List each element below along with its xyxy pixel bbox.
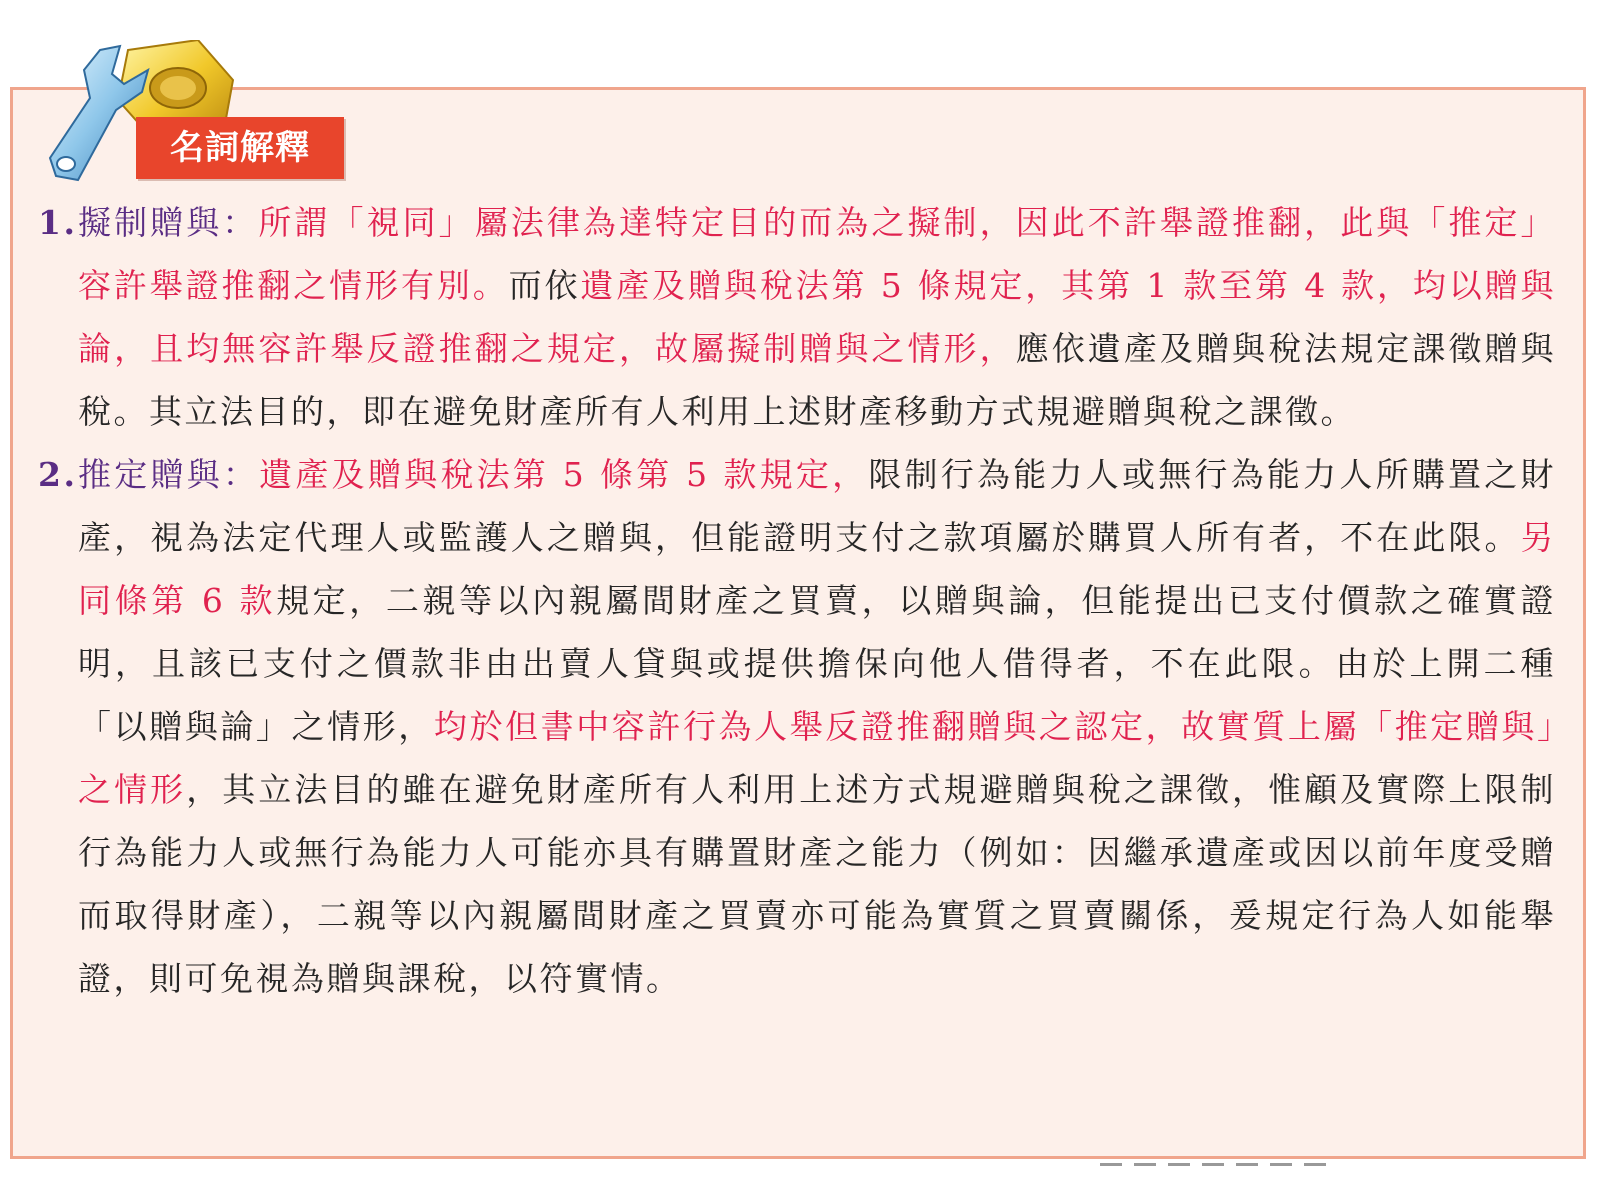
glossary-content — [38, 191, 1556, 1010]
item-term: 推定贈與： — [78, 455, 260, 494]
item-text: 而依 — [508, 266, 581, 305]
item-text-emphasis: 所謂「視同」屬法律為達特定目的而為之擬制，因此不許舉證推翻，此與「推定」容許舉證推翻之情形有別。 — [78, 203, 1556, 305]
item-text: 限制行為能力人或無行為能力人所購置之財產，視為法定代理人或監護人之贈與，但能證明支付之款項屬於購買人所有者，不在此限。 — [78, 455, 1557, 557]
item-number: 1. — [38, 203, 78, 242]
item-text-emphasis: 另同條第 6 款 — [78, 518, 1556, 620]
glossary-item — [38, 191, 1556, 443]
glossary-title-badge: 名詞解釋 — [136, 117, 344, 179]
cropped-footer-marks — [1100, 1163, 1360, 1171]
glossary-item — [38, 443, 1556, 1010]
item-term: 擬制贈與： — [78, 203, 259, 242]
item-text-emphasis: 遺產及贈與稅法第 5 條第 5 款規定， — [259, 455, 869, 494]
item-text-emphasis: 遺產及贈與稅法第 5 條規定，其第 1 款至第 4 款，均以贈與論，且均無容許舉反證推翻之規定，故屬擬制贈與之情形， — [78, 266, 1556, 368]
item-text: ，其立法目的雖在避免財產所有人利用上述方式規避贈與稅之課徵，惟顧及實際上限制行為能力人或無行為能力人可能亦具有購置財產之能力（例如：因繼承遺產或因以前年度受贈而取得財產），二親等以內親屬間財產之買賣亦可能為實質之買賣關係，爰規定行為人如能舉證，則可免視為贈與課稅，以符實情。 — [78, 770, 1556, 998]
item-text: 應依遺產及贈與稅法規定課徵贈與稅。其立法目的，即在避免財產所有人利用上述財產移動方式規避贈與稅之課徵。 — [78, 329, 1556, 431]
item-text: 規定，二親等以內親屬間財產之買賣，以贈與論，但能提出已支付價款之確實證明，且該已支付之價款非由出賣人貸與或提供擔保向他人借得者，不在此限。由於上開二種「以贈與論」之情形， — [78, 581, 1556, 746]
item-text-emphasis: 均於但書中容許行為人舉反證推翻贈與之認定，故實質上屬「推定贈與」之情形 — [78, 707, 1557, 809]
item-number: 2. — [38, 455, 78, 494]
